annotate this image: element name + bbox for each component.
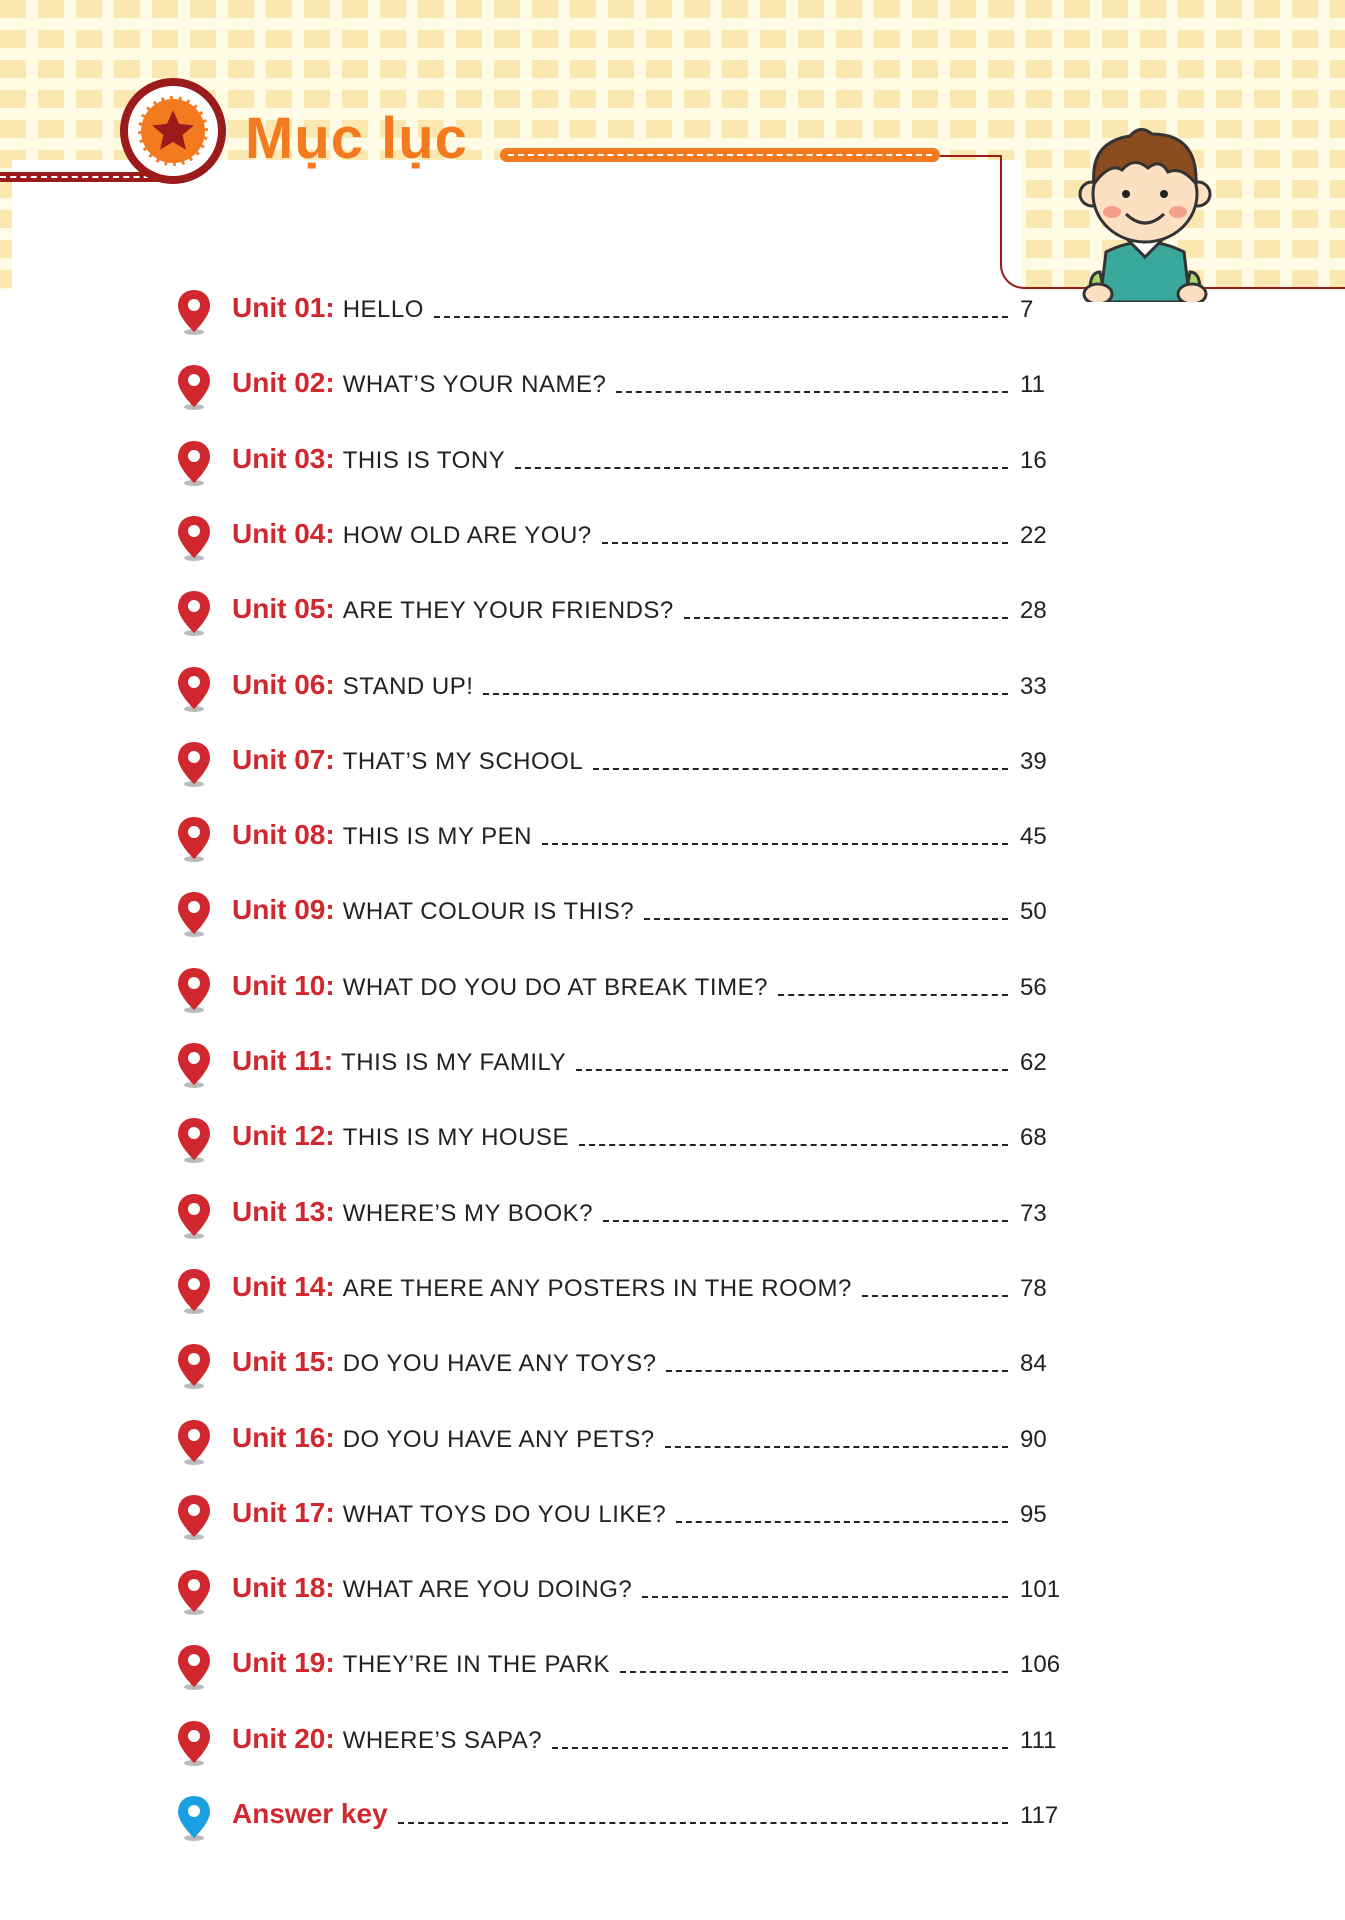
page-number: 90 (1020, 1425, 1047, 1453)
map-pin-icon (176, 1493, 212, 1541)
unit-label: Unit 15: (232, 1346, 335, 1378)
unit-label: Unit 18: (232, 1572, 335, 1604)
toc-row[interactable] (170, 1116, 1070, 1166)
unit-label: Unit 19: (232, 1647, 335, 1679)
unit-label: Unit 20: (232, 1722, 335, 1754)
unit-title: THIS IS MY HOUSE (342, 1124, 569, 1152)
leader-dashes (593, 768, 1008, 770)
toc-row[interactable] (170, 740, 1070, 790)
toc-row[interactable] (170, 1342, 1070, 1392)
leader-dashes (515, 467, 1008, 469)
toc-row[interactable] (170, 815, 1070, 865)
map-pin-icon (176, 514, 212, 562)
leader-dashes (576, 1069, 1008, 1071)
unit-label: Unit 07: (232, 743, 335, 775)
map-pin-icon (176, 439, 212, 487)
unit-title: ARE THERE ANY POSTERS IN THE ROOM? (342, 1274, 852, 1302)
page-number: 117 (1020, 1802, 1059, 1829)
toc-entry-text (232, 1572, 632, 1604)
map-pin-icon (176, 966, 212, 1014)
toc-entry-text (232, 443, 505, 475)
page-number: 56 (1020, 973, 1047, 1001)
toc-row[interactable] (170, 589, 1070, 639)
leader-dashes (542, 843, 1008, 845)
map-pin-icon (176, 1116, 212, 1164)
toc-entry-text (232, 367, 606, 399)
map-pin-icon (176, 1794, 212, 1842)
star-badge (120, 78, 226, 184)
title-decor-bar (500, 148, 940, 162)
map-pin-icon (176, 288, 212, 336)
page-number: 33 (1020, 672, 1047, 700)
unit-title: THIS IS TONY (342, 446, 506, 474)
unit-label: Unit 05: (232, 593, 335, 625)
page-number: 106 (1020, 1651, 1061, 1679)
toc-entry-text (232, 1271, 852, 1303)
page-title: Mục lục (245, 106, 468, 171)
unit-title: WHAT COLOUR IS THIS? (342, 898, 635, 926)
leader-dashes (434, 316, 1008, 318)
page-number: 84 (1020, 1350, 1047, 1378)
unit-title: WHAT’S YOUR NAME? (342, 371, 607, 399)
unit-title: ARE THEY YOUR FRIENDS? (342, 597, 674, 625)
leader-dashes (398, 1822, 1008, 1824)
toc-row[interactable] (170, 1418, 1070, 1468)
toc-entry-text (232, 1647, 610, 1679)
page-number: 45 (1020, 823, 1047, 851)
page-number: 95 (1020, 1500, 1047, 1528)
page-number: 28 (1020, 597, 1047, 625)
unit-title: DO YOU HAVE ANY TOYS? (342, 1350, 657, 1378)
star-icon (148, 106, 198, 156)
map-pin-icon (176, 1192, 212, 1240)
unit-label: Unit 12: (232, 1120, 335, 1152)
toc-entry-text (232, 593, 674, 625)
page-number: 16 (1020, 446, 1047, 474)
leader-dashes (616, 391, 1008, 393)
unit-title: THIS IS MY FAMILY (341, 1049, 567, 1076)
toc-row[interactable] (170, 439, 1070, 489)
star-circle (138, 96, 208, 166)
leader-dashes (642, 1596, 1008, 1598)
page-number: 111 (1020, 1726, 1057, 1754)
page-number: 39 (1020, 747, 1047, 775)
leader-dashes (684, 617, 1008, 619)
unit-label: Unit 17: (232, 1496, 335, 1528)
map-pin-icon (176, 1643, 212, 1691)
toc-entry-text (232, 518, 592, 550)
page-number: 22 (1020, 521, 1047, 549)
unit-title: THAT’S MY SCHOOL (342, 747, 584, 775)
page-number: 101 (1020, 1576, 1061, 1604)
toc-entry-text (232, 970, 768, 1002)
toc-row[interactable] (170, 514, 1070, 564)
unit-title: THIS IS MY PEN (342, 823, 532, 851)
toc-entry-text (232, 1045, 566, 1077)
page-number: 73 (1020, 1199, 1047, 1227)
unit-title: STAND UP! (342, 672, 474, 700)
page-number: 78 (1020, 1274, 1047, 1302)
toc-entry-text (232, 1723, 542, 1755)
map-pin-icon (176, 1418, 212, 1466)
unit-title: WHERE’S SAPA? (342, 1726, 543, 1754)
toc-entry-text (232, 894, 634, 926)
toc-entry-text (232, 819, 532, 851)
page-number: 50 (1020, 898, 1047, 926)
unit-label: Unit 09: (232, 894, 335, 926)
unit-title: WHERE’S MY BOOK? (342, 1199, 593, 1227)
unit-title: HOW OLD ARE YOU? (342, 521, 592, 549)
leader-dashes (579, 1144, 1008, 1146)
map-pin-icon (176, 1342, 212, 1390)
map-pin-icon (176, 1719, 212, 1767)
unit-label: Unit 16: (232, 1421, 335, 1453)
toc-row[interactable] (170, 966, 1070, 1016)
map-pin-icon (176, 815, 212, 863)
map-pin-icon (176, 890, 212, 938)
leader-dashes (676, 1521, 1008, 1523)
unit-label: Unit 01: (232, 292, 335, 323)
toc-row[interactable] (170, 363, 1070, 413)
leader-dashes (603, 1220, 1008, 1222)
toc-row[interactable] (170, 1643, 1070, 1693)
leader-dashes (665, 1446, 1008, 1448)
toc-row[interactable] (170, 288, 1070, 338)
unit-label: Unit 11: (232, 1045, 334, 1076)
toc-row[interactable] (170, 1192, 1070, 1242)
map-pin-icon (176, 665, 212, 713)
map-pin-icon (176, 740, 212, 788)
leader-dashes (666, 1370, 1008, 1372)
unit-title: HELLO (342, 296, 424, 323)
unit-title: THEY’RE IN THE PARK (342, 1651, 611, 1679)
leader-dashes (552, 1747, 1008, 1749)
map-pin-icon (176, 1568, 212, 1616)
unit-label: Unit 03: (232, 442, 335, 474)
toc-row[interactable] (170, 1794, 1070, 1844)
toc-entry-text (232, 1346, 656, 1378)
toc-row[interactable] (170, 1267, 1070, 1317)
page-number: 11 (1020, 371, 1045, 399)
toc-row[interactable] (170, 1041, 1070, 1091)
map-pin-icon (176, 589, 212, 637)
toc-entry-text (232, 1497, 666, 1529)
page-number: 68 (1020, 1124, 1047, 1152)
toc-row[interactable] (170, 1568, 1070, 1618)
unit-title: DO YOU HAVE ANY PETS? (342, 1425, 655, 1453)
unit-label: Unit 02: (232, 367, 335, 399)
toc-row[interactable] (170, 1493, 1070, 1543)
unit-label: Unit 04: (232, 517, 335, 549)
toc-entry-text (232, 669, 473, 701)
unit-label: Unit 13: (232, 1195, 335, 1227)
toc-row[interactable] (170, 890, 1070, 940)
leader-dashes (778, 994, 1008, 996)
frame-line-top (940, 155, 1002, 157)
unit-label: Unit 08: (232, 819, 335, 851)
unit-label: Answer key (232, 1798, 388, 1829)
page-number: 62 (1020, 1049, 1047, 1076)
toc-entry-text (232, 1798, 388, 1830)
unit-label: Unit 10: (232, 969, 335, 1001)
page-number: 7 (1020, 296, 1034, 323)
unit-label: Unit 06: (232, 668, 335, 700)
map-pin-icon (176, 363, 212, 411)
toc-entry-text (232, 1196, 593, 1228)
toc-entry-text (232, 744, 583, 776)
unit-title: WHAT DO YOU DO AT BREAK TIME? (342, 973, 768, 1001)
toc-row[interactable] (170, 665, 1070, 715)
leader-dashes (862, 1295, 1008, 1297)
left-stitched-rule (0, 172, 160, 182)
leader-dashes (620, 1671, 1008, 1673)
toc-entry-text (232, 292, 424, 324)
leader-dashes (602, 542, 1008, 544)
unit-title: WHAT TOYS DO YOU LIKE? (342, 1500, 667, 1528)
boy-character-illustration (1070, 122, 1220, 302)
unit-title: WHAT ARE YOU DOING? (342, 1576, 633, 1604)
map-pin-icon (176, 1041, 212, 1089)
map-pin-icon (176, 1267, 212, 1315)
toc-entry-text (232, 1422, 655, 1454)
toc-entry-text (232, 1120, 569, 1152)
leader-dashes (483, 693, 1008, 695)
unit-label: Unit 14: (232, 1270, 335, 1302)
leader-dashes (644, 918, 1008, 920)
toc-row[interactable] (170, 1719, 1070, 1769)
